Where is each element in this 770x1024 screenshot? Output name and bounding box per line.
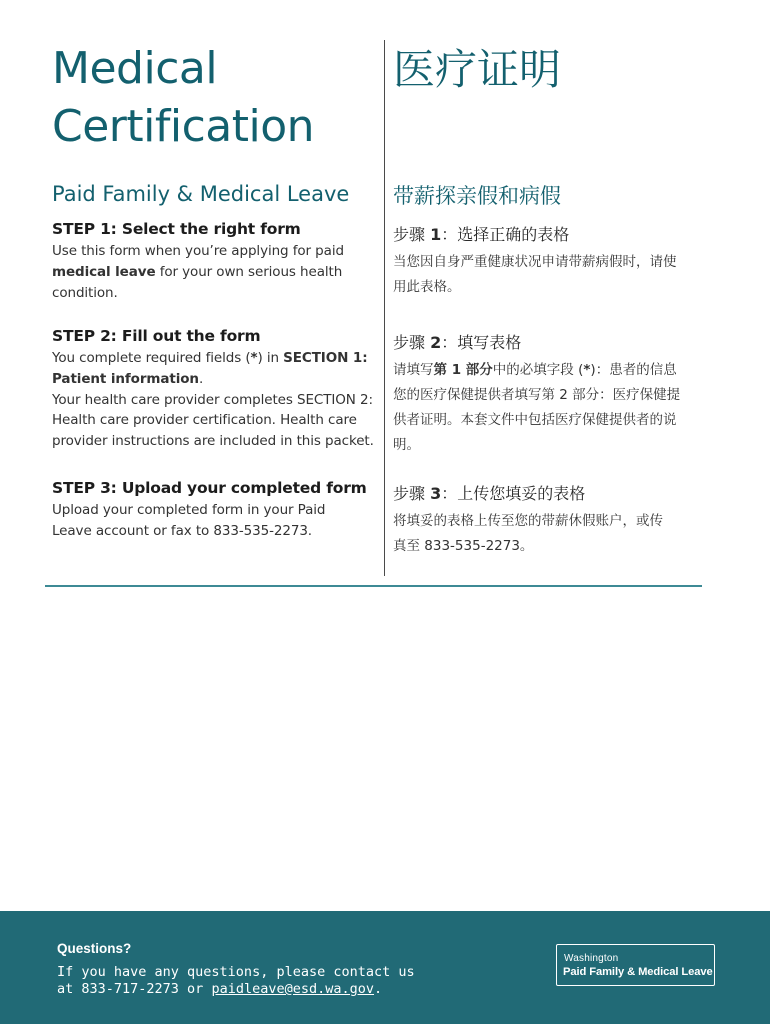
step3-chinese bbox=[393, 481, 718, 559]
chinese-column bbox=[393, 40, 718, 554]
contact-text: If you have any questions, please contact us at 833-717-2273 or paidleave@esd.wa.gov. bbox=[57, 964, 415, 997]
footer bbox=[0, 911, 770, 1024]
step1-heading: STEP 1: Select the right form bbox=[52, 220, 301, 238]
pfml-logo bbox=[556, 944, 715, 986]
step2-chinese bbox=[393, 330, 718, 458]
step3-text-chinese: 将填妥的表格上传至您的带薪休假账户，或传 真至 833-535-2273。 bbox=[393, 513, 663, 554]
step2-text: You complete required fields (*) in SECTION 1: Patient information. Your health care provider completes SECTION 2: Health care provider certification. Health care provider instructions are included in this packet. bbox=[52, 350, 374, 450]
step2-text-chinese: 请填写第 1 部分中的必填字段 (*)：患者的信息 您的医疗保健提供者填写第 2 部分：医疗保健提 供者证明。本套文件中包括医疗保健提供者的说 明。 bbox=[393, 362, 681, 453]
step2-english bbox=[52, 327, 382, 452]
subtitle-english: Paid Family & Medical Leave bbox=[52, 182, 350, 206]
english-column bbox=[52, 40, 378, 539]
step1-text-chinese: 当您因自身严重健康状况申请带薪病假时，请使 用此表格。 bbox=[393, 254, 677, 295]
page-title-chinese: 医疗证明 bbox=[393, 45, 562, 94]
step1-chinese bbox=[393, 222, 718, 300]
step1-heading-chinese: 步骤 1：选择正确的表格 bbox=[393, 225, 570, 244]
step2-heading-chinese: 步骤 2：填写表格 bbox=[393, 333, 522, 352]
column-divider bbox=[384, 40, 385, 576]
section-divider bbox=[45, 585, 702, 587]
questions-heading: Questions? bbox=[57, 941, 132, 956]
step1-text: Use this form when you’re applying for paid medical leave for your own serious health condition. bbox=[52, 243, 344, 301]
logo-washington-text: Washington bbox=[564, 953, 619, 964]
step3-heading: STEP 3: Upload your completed form bbox=[52, 479, 367, 497]
page-title-english: Medical Certification bbox=[52, 43, 315, 152]
logo-program-text: Paid Family & Medical Leave bbox=[563, 966, 713, 978]
step2-heading: STEP 2: Fill out the form bbox=[52, 327, 261, 345]
email-link[interactable]: paidleave@esd.wa.gov bbox=[211, 981, 374, 997]
step3-heading-chinese: 步骤 3：上传您填妥的表格 bbox=[393, 484, 586, 503]
step1-english bbox=[52, 220, 378, 303]
step3-english bbox=[52, 479, 378, 542]
step3-text: Upload your completed form in your Paid Leave account or fax to 833-535-2273. bbox=[52, 502, 326, 539]
subtitle-chinese: 带薪探亲假和病假 bbox=[393, 184, 561, 208]
